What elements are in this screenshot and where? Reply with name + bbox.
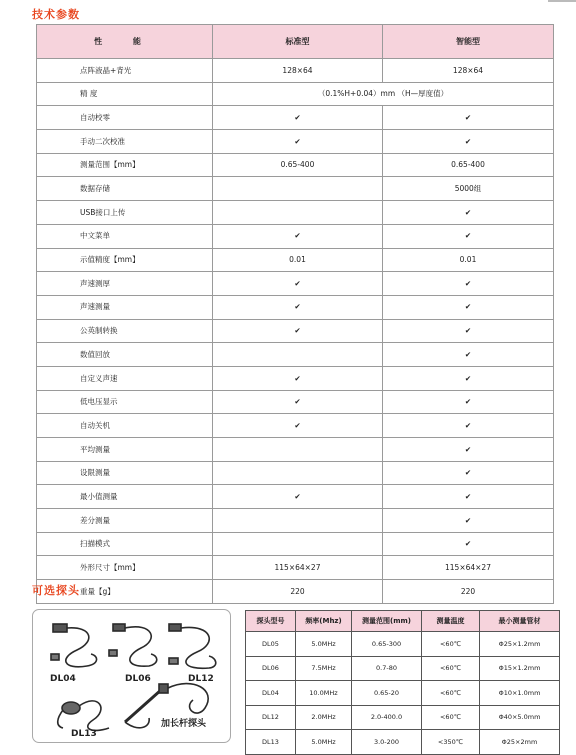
spec-value-standard: ✔ [213,272,383,296]
spec-value-smart: ✔ [383,319,554,343]
spec-value-standard: 220 [213,580,383,604]
spec-value-smart: ✔ [383,414,554,438]
probe-cell: 3.0-200 [352,730,422,755]
spec-value-smart: 115×64×27 [383,556,554,580]
spec-row-label: 数值回放 [37,343,213,367]
spec-row-label: 外形尺寸【mm】 [37,556,213,580]
probe-cell: Φ10×1.0mm [480,681,560,706]
spec-row-label: 公英制转换 [37,319,213,343]
spec-header-feature: 性 能 [37,25,213,59]
spec-value-standard: ✔ [213,224,383,248]
probe-cell: <60℃ [422,705,480,730]
probe-cell: Φ25×1.2mm [480,632,560,657]
spec-value-smart: 220 [383,580,554,604]
probe-cell: DL04 [246,681,296,706]
spec-value-smart: 5000组 [383,177,554,201]
spec-value-standard: ✔ [213,295,383,319]
spec-row [37,201,554,225]
probe-cell: DL05 [246,632,296,657]
probe-cell: 5.0MHz [296,730,352,755]
spec-value-standard [213,177,383,201]
spec-value-standard [213,438,383,462]
spec-row-label: 中文菜单 [37,224,213,248]
spec-row-label: 自定义声速 [37,366,213,390]
probe-header-cell: 测量范围(mm) [352,611,422,632]
spec-value-standard [213,343,383,367]
spec-row [37,343,554,367]
spec-row-label: USB接口上传 [37,201,213,225]
probe-cell: 0.65-20 [352,681,422,706]
spec-row [37,319,554,343]
spec-row [37,390,554,414]
probe-header-cell: 探头型号 [246,611,296,632]
spec-row-label: 数据存储 [37,177,213,201]
spec-value-smart: ✔ [383,390,554,414]
spec-value-standard: ✔ [213,485,383,509]
spec-value-smart: ✔ [383,509,554,533]
spec-row [37,485,554,509]
top-rule [548,0,576,2]
spec-row [37,580,554,604]
spec-row [37,414,554,438]
spec-value-smart: ✔ [383,343,554,367]
spec-row-label: 差分测量 [37,509,213,533]
spec-value-standard [213,461,383,485]
probe-cell: 0.65-300 [352,632,422,657]
probe-cell: DL12 [246,705,296,730]
probe-row [246,656,560,681]
section-title-specs: 技术参数 [32,8,80,21]
probe-header-cell: 频率(Mhz) [296,611,352,632]
spec-value-standard [213,509,383,533]
probe-cell: Φ15×1.2mm [480,656,560,681]
spec-row [37,556,554,580]
spec-value-smart: ✔ [383,461,554,485]
spec-row-label: 低电压显示 [37,390,213,414]
spec-row [37,295,554,319]
spec-row [37,59,554,83]
spec-value-smart: ✔ [383,366,554,390]
spec-value-smart: ✔ [383,130,554,154]
probe-cell: 2.0MHz [296,705,352,730]
spec-row-label: 扫描模式 [37,532,213,556]
probe-cell: <60℃ [422,656,480,681]
probe-cell: 7.5MHz [296,656,352,681]
spec-row [37,461,554,485]
probe-label-dl04: DL04 [50,674,76,684]
spec-row-label: 最小值测量 [37,485,213,509]
probe-cell: Φ40×5.0mm [480,705,560,730]
spec-value-standard: ✔ [213,366,383,390]
probe-table [245,610,560,755]
spec-value-smart: 128×64 [383,59,554,83]
probe-header-row [246,611,560,632]
probe-label-dl13: DL13 [71,729,97,739]
probe-header-cell: 测量温度 [422,611,480,632]
spec-row-label: 点阵液晶+背光 [37,59,213,83]
spec-value-standard: 0.65-400 [213,153,383,177]
spec-value-smart: ✔ [383,438,554,462]
spec-value-standard: ✔ [213,319,383,343]
probe-row [246,705,560,730]
spec-row [37,177,554,201]
spec-row-label: 自动校零 [37,106,213,130]
spec-row-label: 声速测量 [37,295,213,319]
probe-cell: 0.7-80 [352,656,422,681]
spec-header-smart: 智能型 [383,25,554,59]
spec-row-label: 平均测量 [37,438,213,462]
spec-row-label: 示值精度【mm】 [37,248,213,272]
spec-row-label: 自动关机 [37,414,213,438]
spec-value-standard [213,201,383,225]
spec-value-standard: ✔ [213,390,383,414]
spec-row [37,248,554,272]
probe-cell: 5.0MHz [296,632,352,657]
spec-value-smart: ✔ [383,485,554,509]
spec-row [37,153,554,177]
probe-cell: 10.0MHz [296,681,352,706]
spec-value-smart: ✔ [383,295,554,319]
probe-cell: <350℃ [422,730,480,755]
probe-header-cell: 最小测量管材 [480,611,560,632]
spec-row-merged-value: （0.1%H+0.04）mm （H—厚度值） [213,82,554,106]
spec-value-standard [213,532,383,556]
probe-label-dl12: DL12 [188,674,214,684]
probe-cell: <60℃ [422,632,480,657]
spec-value-smart: ✔ [383,201,554,225]
spec-row-label: 重量【g】 [37,580,213,604]
spec-row-label: 设限测量 [37,461,213,485]
probe-cell: 2.0-400.0 [352,705,422,730]
probe-row [246,730,560,755]
spec-row [37,366,554,390]
spec-value-smart: ✔ [383,272,554,296]
spec-value-standard: 0.01 [213,248,383,272]
spec-value-standard: 128×64 [213,59,383,83]
probe-label-extended-rod: 加长杆探头 [161,719,207,729]
probe-cell: DL13 [246,730,296,755]
spec-value-smart: 0.01 [383,248,554,272]
probe-row [246,681,560,706]
probe-cell: <60℃ [422,681,480,706]
section-title-probes: 可选探头 [32,584,80,597]
spec-row [37,272,554,296]
spec-value-standard: ✔ [213,106,383,130]
spec-value-smart: 0.65-400 [383,153,554,177]
spec-row-label: 声速测厚 [37,272,213,296]
spec-table [36,24,554,604]
spec-row-label: 手动二次校准 [37,130,213,154]
spec-value-standard: ✔ [213,130,383,154]
spec-value-smart: ✔ [383,224,554,248]
spec-row [37,82,554,106]
spec-row [37,106,554,130]
probe-row [246,632,560,657]
spec-value-smart: ✔ [383,106,554,130]
spec-row [37,224,554,248]
spec-row-label: 精 度 [37,82,213,106]
spec-value-smart: ✔ [383,532,554,556]
spec-row-label: 测量范围【mm】 [37,153,213,177]
spec-value-standard: 115×64×27 [213,556,383,580]
probe-image-panel [32,609,231,743]
probe-cell: DL06 [246,656,296,681]
probe-cell: Φ25×2mm [480,730,560,755]
spec-value-standard: ✔ [213,414,383,438]
spec-header-standard: 标准型 [213,25,383,59]
spec-row [37,438,554,462]
spec-row [37,509,554,533]
probe-label-dl06: DL06 [125,674,151,684]
spec-row [37,130,554,154]
spec-header-row [37,25,554,59]
spec-row [37,532,554,556]
